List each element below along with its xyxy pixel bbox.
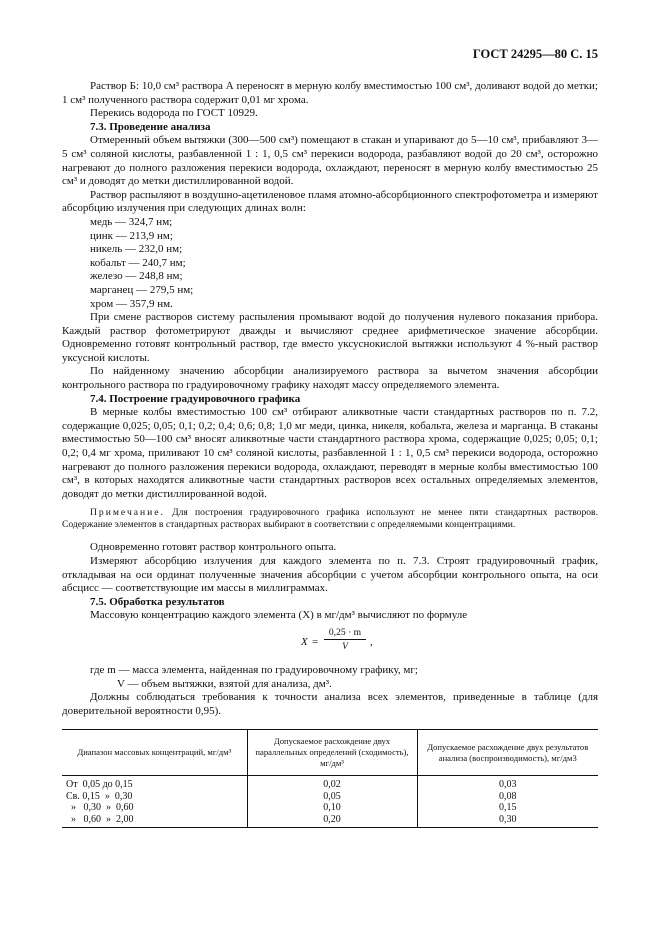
document-body bbox=[62, 80, 598, 828]
table-cell-range: От 0,05 до 0,15 bbox=[66, 779, 133, 791]
table-cell-range: » 0,60 » 2,00 bbox=[62, 814, 247, 828]
page-header: ГОСТ 24295—80 С. 15 bbox=[472, 47, 598, 61]
table-cell-reproducibility: 0,15 bbox=[417, 802, 598, 814]
wavelength-list bbox=[62, 216, 598, 311]
note bbox=[62, 507, 598, 531]
paragraph-7-5-2: Должны соблюдаться требования к точности анализа всех элементов, приведенные в таблице (для доверительной вероятности 0,95). bbox=[62, 691, 598, 717]
table-header-row bbox=[62, 730, 598, 776]
table-row bbox=[62, 814, 598, 828]
wavelength-item: никель — 232,0 нм; bbox=[90, 243, 183, 256]
paragraph-7-5-1: Массовую концентрацию каждого элемента (X) в мг/дм³ вычисляют по формуле bbox=[90, 609, 468, 622]
wavelength-item: медь — 324,7 нм; bbox=[90, 215, 173, 228]
table-row bbox=[62, 802, 598, 814]
wavelength-item: цинк — 213,9 нм; bbox=[90, 229, 173, 242]
table-cell-range: Св. 0,15 » 0,30 bbox=[66, 790, 133, 802]
table-cell-repeatability: 0,20 bbox=[247, 814, 417, 828]
table-cell-repeatability: 0,02 bbox=[247, 776, 417, 791]
where-v: V — объем вытяжки, взятой для анализа, дм³. bbox=[117, 677, 332, 690]
formula-denominator: V bbox=[342, 640, 348, 652]
table-cell-range: » 0,30 » 0,60 bbox=[66, 802, 134, 814]
formula-lhs: X bbox=[301, 635, 308, 648]
wavelength-item: железо — 248,8 нм; bbox=[90, 270, 183, 283]
wavelength-item: кобальт — 240,7 нм; bbox=[90, 256, 186, 269]
note-text: Для построения градуировочного графика используют не менее пяти стандартных растворов. Содержание элементов в стандартных растворах выбирают в соответствии с определяемыми концентрациями. bbox=[62, 507, 598, 531]
section-heading-7-5: 7.5. Обработка результатов bbox=[90, 595, 225, 608]
paragraph-7-3-4: По найденному значению абсорбции анализируемого раствора за вычетом значения абсорбции контрольного раствора по градуировочному графику находят массу определяемого элемента. bbox=[62, 365, 598, 392]
formula-comma: , bbox=[370, 635, 373, 648]
section-heading-7-3: 7.3. Проведение анализа bbox=[90, 120, 211, 133]
section-heading-7-4: 7.4. Построение градуировочного графика bbox=[90, 392, 301, 405]
table-cell-repeatability: 0,05 bbox=[247, 791, 417, 803]
wavelength-item: марганец — 279,5 нм; bbox=[90, 283, 194, 296]
formula-equals: = bbox=[312, 635, 319, 648]
paragraph-7-3-2: Раствор распыляют в воздушно-ацетиленовое пламя атомно-абсорбционного спектрофотометра и измеряют абсорбцию излучения при следующих длинах волн: bbox=[62, 188, 598, 215]
paragraph-7-3-1: Отмеренный объем вытяжки (300—500 см³) помещают в стакан и упаривают до 5—10 см³, прибавляют 3—5 см³ соляной кислоты, разбавленной 1 : 1, 0,5 см³ перекиси водорода, разбавляют водой до 20 см³, осторожно нагревают до полного разложения перекиси водорода, охлаждают, переносят в мерную колбу вместимостью 25 см³ и доводят до метки дистиллированной водой. bbox=[62, 134, 598, 188]
paragraph-7-3-3: При смене растворов систему распыления промывают водой до получения нулевого показания прибора. Каждый раствор фотометрируют дважды и вычисляют среднее арифметическое значение абсорбции. Одновременно готовят контрольный раствор, где вместо уксуснокислой вытяжки используют 4 %-ный раствор уксусной кислоты. bbox=[62, 311, 598, 364]
wavelength-item: хром — 357,9 нм. bbox=[90, 297, 173, 310]
paragraph-solution-b: Раствор Б: 10,0 см³ раствора А переносят в мерную колбу вместимостью 100 см³, доливают водой до метки; 1 см³ полученного раствора содержит 0,01 мг хрома. bbox=[62, 80, 598, 106]
concentration-formula bbox=[62, 626, 598, 660]
table-cell-reproducibility: 0,03 bbox=[417, 776, 598, 791]
paragraph-7-4-2: Одновременно готовят раствор контрольного опыта. bbox=[90, 541, 337, 554]
paragraph-hydrogen-peroxide: Перекись водорода по ГОСТ 10929. bbox=[90, 107, 258, 120]
table-cell-reproducibility: 0,08 bbox=[417, 791, 598, 803]
note-label: Примечание. bbox=[90, 507, 165, 519]
table-cell-repeatability: 0,10 bbox=[247, 802, 417, 814]
paragraph-7-4-3: Измеряют абсорбцию излучения для каждого элемента по п. 7.3. Строят градуировочный график, откладывая на оси ординат полученные значения абсорбции с учетом абсорбции контрольного опыта, на оси абсцисс — соответствующие им массы в миллиграммах. bbox=[62, 555, 598, 595]
formula-numerator: 0,25 · m bbox=[324, 627, 366, 640]
formula-fraction bbox=[324, 627, 366, 652]
table-row bbox=[62, 776, 598, 791]
where-m: где m — масса элемента, найденная по градуировочному графику, мг; bbox=[90, 663, 418, 676]
table-header-repeatability: Допускаемое расхождение двух параллельных определений (сходимость), мг/дм³ bbox=[247, 730, 417, 776]
table-header-range: Диапазон массовых концентраций, мг/дм³ bbox=[62, 730, 247, 776]
table-header-reproducibility: Допускаемое расхождение двух результатов анализа (воспроизводимость), мг/дм3 bbox=[417, 730, 598, 776]
paragraph-7-4-1: В мерные колбы вместимостью 100 см³ отбирают аликвотные части стандартных растворов по п. 7.2, содержащие 0,025; 0,05; 0,1; 0,2; 0,4; 0,6; 0,8; 1,0 мг меди, цинка, никеля, кобальта, железа и марганца. В стаканы вместимостью 50—100 см³ вносят аликвотные части стандартного раствора хрома, содержащие 0,025; 0,05; 0,1; 0,2; 0,4 мг хрома, приливают 10 см³ соляной кислоты, разбавленной 1 : 1, 0,5 см³ перекиси водорода, осторожно нагревают до полного разложения перекиси водорода, охлаждают, переводят в мерные колбы вместимостью 100 см³, в которых находятся аликвотные части стандартных растворов всех остальных определяемых элементов, доводят до метки дистиллированной водой. bbox=[62, 406, 598, 500]
table-row bbox=[62, 791, 598, 803]
table-cell-reproducibility: 0,30 bbox=[417, 814, 598, 828]
accuracy-table bbox=[62, 729, 598, 828]
